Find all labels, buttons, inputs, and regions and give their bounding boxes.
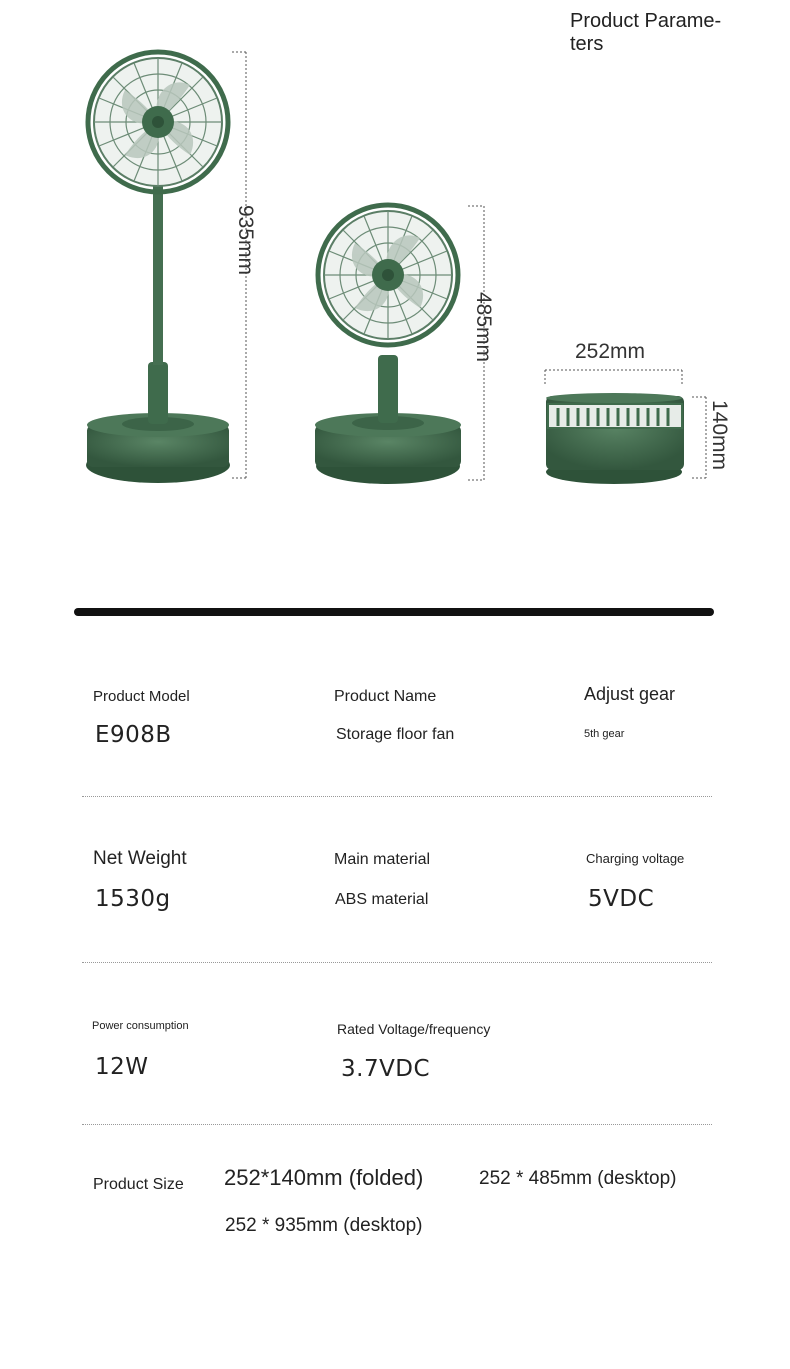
- tall-height-label: 935mm: [234, 205, 257, 276]
- power-consumption-label: Power consumption: [92, 1020, 189, 1032]
- folded-height-dimension-line: [692, 397, 706, 478]
- adjust-gear-value: 5th gear: [584, 728, 625, 740]
- main-material-value: ABS material: [335, 891, 429, 908]
- charging-voltage-label: Charging voltage: [586, 851, 685, 866]
- row-separator: [82, 1124, 712, 1125]
- product-dimension-illustrations: [0, 0, 790, 560]
- product-size-label: Product Size: [93, 1176, 184, 1193]
- folded-height-label: 140mm: [708, 400, 731, 471]
- product-name-label: Product Name: [334, 688, 437, 705]
- charging-voltage-value: 5VDC: [588, 886, 655, 912]
- folded-width-label: 252mm: [575, 340, 646, 363]
- product-name-value: Storage floor fan: [336, 726, 455, 743]
- net-weight-label: Net Weight: [93, 848, 187, 869]
- adjust-gear-label: Adjust gear: [584, 684, 676, 704]
- tall-fan-illustration: [86, 52, 230, 483]
- rated-voltage-label: Rated Voltage/frequency: [337, 1021, 491, 1037]
- row-separator: [82, 962, 712, 963]
- product-model-label: Product Model: [93, 688, 190, 705]
- mid-fan-illustration: [315, 205, 461, 484]
- folded-fan-illustration: [546, 393, 684, 484]
- size-desktop-485-value: 252 * 485mm (desktop): [479, 1168, 677, 1189]
- mid-height-label: 485mm: [472, 292, 495, 363]
- size-folded-value: 252*140mm (folded): [224, 1165, 424, 1190]
- power-consumption-value: 12W: [95, 1054, 149, 1080]
- page-title: Product Parame- ters: [570, 10, 722, 55]
- main-material-label: Main material: [334, 851, 431, 868]
- folded-width-dimension-line: [545, 370, 682, 384]
- product-model-value: E908B: [95, 722, 172, 748]
- size-desktop-935-value: 252 * 935mm (desktop): [225, 1215, 423, 1236]
- net-weight-value: 1530g: [95, 886, 171, 912]
- rated-voltage-value: 3.7VDC: [341, 1056, 431, 1082]
- row-separator: [82, 796, 712, 797]
- section-divider: [74, 608, 714, 616]
